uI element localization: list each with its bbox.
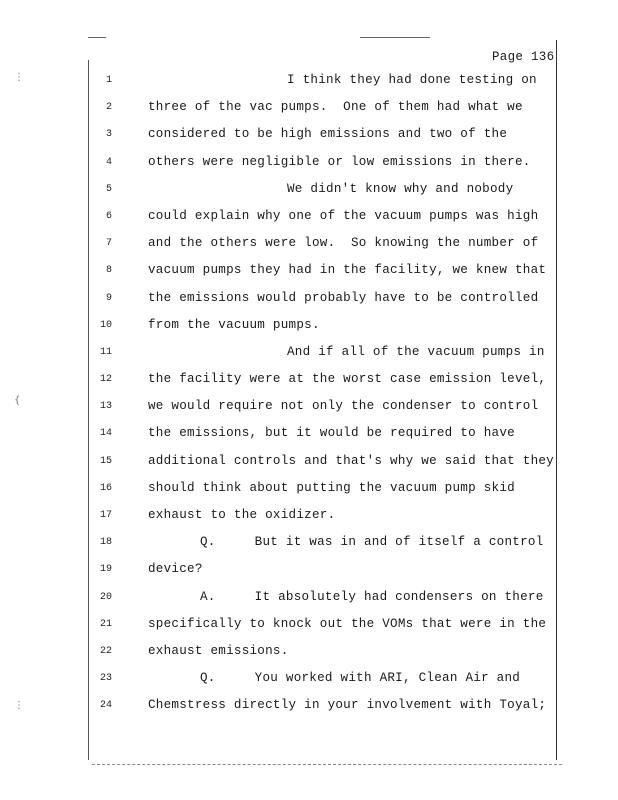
line-number: 22 bbox=[99, 645, 112, 657]
line-number: 7 bbox=[105, 238, 112, 250]
transcript-lines bbox=[0, 70, 618, 723]
transcript-line bbox=[0, 70, 618, 97]
line-number: 21 bbox=[99, 618, 112, 630]
line-text: And if all of the vacuum pumps in bbox=[287, 344, 545, 359]
line-number: 3 bbox=[105, 129, 112, 141]
line-text: specifically to knock out the VOMs that were in the bbox=[148, 616, 547, 631]
transcript-line bbox=[0, 233, 618, 260]
line-text: the facility were at the worst case emission level, bbox=[148, 372, 547, 387]
page-number-header: Page 136 bbox=[492, 50, 555, 64]
transcript-line bbox=[0, 695, 618, 722]
line-number: 17 bbox=[99, 510, 112, 521]
line-text: exhaust to the oxidizer. bbox=[148, 508, 336, 522]
line-number: 4 bbox=[105, 156, 112, 168]
transcript-line bbox=[0, 423, 618, 450]
line-number: 6 bbox=[105, 210, 112, 222]
bottom-rule bbox=[92, 764, 562, 766]
transcript-line bbox=[0, 369, 618, 396]
line-text: device? bbox=[148, 562, 203, 577]
line-number: 10 bbox=[99, 319, 112, 331]
line-text: the emissions, but it would be required to have bbox=[148, 426, 515, 441]
line-number: 14 bbox=[99, 428, 112, 440]
transcript-line bbox=[0, 532, 618, 559]
line-number: 20 bbox=[99, 591, 112, 603]
transcript-line bbox=[0, 559, 618, 586]
top-rule-mid bbox=[360, 37, 430, 38]
transcript-line bbox=[0, 668, 618, 695]
line-number: 23 bbox=[99, 673, 112, 685]
transcript-line bbox=[0, 396, 618, 423]
line-text: the emissions would probably have to be controlled bbox=[148, 290, 539, 305]
transcript-line bbox=[0, 478, 618, 505]
transcript-line bbox=[0, 342, 618, 369]
line-number: 15 bbox=[99, 455, 112, 467]
transcript-line bbox=[0, 288, 618, 315]
line-number: 11 bbox=[99, 346, 112, 358]
line-number: 9 bbox=[105, 292, 112, 304]
line-text: A. It absolutely had condensers on there bbox=[200, 589, 544, 604]
transcript-line bbox=[0, 260, 618, 287]
line-number: 13 bbox=[99, 401, 112, 413]
line-text: Q. But it was in and of itself a control bbox=[200, 535, 544, 550]
transcript-line bbox=[0, 451, 618, 478]
line-number: 1 bbox=[105, 75, 112, 86]
line-text: three of the vac pumps. One of them had what we bbox=[148, 100, 523, 115]
transcript-line bbox=[0, 614, 618, 641]
line-number: 24 bbox=[99, 700, 112, 712]
transcript-line bbox=[0, 641, 618, 668]
line-text: Q. You worked with ARI, Clean Air and bbox=[200, 671, 521, 686]
line-text: vacuum pumps they had in the facility, we knew that bbox=[148, 263, 547, 278]
scan-speck: ⋮ bbox=[14, 700, 24, 711]
transcript-line bbox=[0, 152, 618, 179]
scan-speck: { bbox=[14, 395, 21, 406]
transcript-line bbox=[0, 587, 618, 614]
line-number: 19 bbox=[99, 564, 112, 576]
line-text: we would require not only the condenser to control bbox=[148, 399, 539, 414]
transcript-line bbox=[0, 124, 618, 151]
transcript-line bbox=[0, 505, 618, 532]
line-text: and the others were low. So knowing the number of bbox=[148, 236, 539, 251]
line-number: 5 bbox=[105, 183, 112, 195]
line-number: 8 bbox=[105, 265, 112, 277]
line-text: considered to be high emissions and two of the bbox=[148, 127, 508, 142]
line-text: could explain why one of the vacuum pumps was high bbox=[148, 208, 539, 223]
line-number: 2 bbox=[105, 102, 112, 114]
line-text: others were negligible or low emissions in there. bbox=[148, 154, 531, 169]
transcript-line bbox=[0, 206, 618, 233]
line-text: I think they had done testing on bbox=[287, 73, 537, 87]
line-number: 12 bbox=[99, 374, 112, 386]
transcript-line bbox=[0, 97, 618, 124]
transcript-line bbox=[0, 315, 618, 342]
line-number: 18 bbox=[99, 537, 112, 549]
top-rule-left bbox=[88, 37, 106, 38]
transcript-line bbox=[0, 179, 618, 206]
line-text: exhaust emissions. bbox=[148, 643, 289, 658]
line-text: additional controls and that's why we said that they bbox=[148, 453, 554, 468]
line-text: We didn't know why and nobody bbox=[287, 181, 514, 196]
line-text: should think about putting the vacuum pump skid bbox=[148, 480, 515, 495]
line-text: Chemstress directly in your involvement with Toyal; bbox=[148, 698, 547, 713]
line-number: 16 bbox=[99, 482, 112, 494]
scan-speck: ⋮ bbox=[14, 72, 24, 83]
line-text: from the vacuum pumps. bbox=[148, 317, 320, 332]
